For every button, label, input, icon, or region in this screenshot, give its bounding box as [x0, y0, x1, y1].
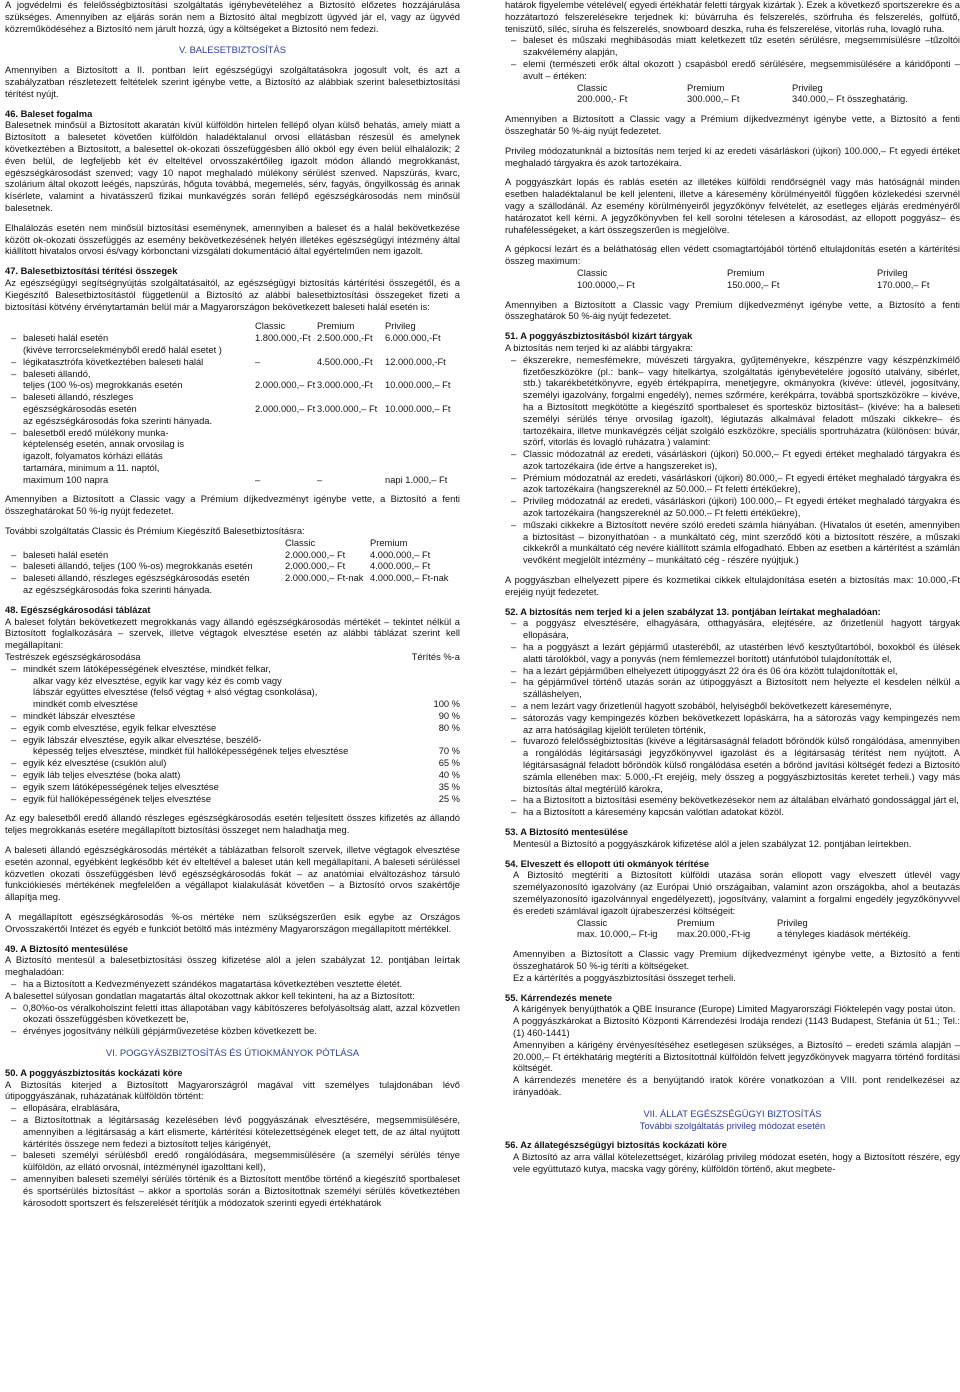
cell: 4.000.000,– Ft [370, 561, 431, 572]
point-51-list [505, 355, 960, 567]
row-label: – baleseti állandó, teljes (100 %-os) megrokkanás esetén [5, 561, 285, 573]
row-label: – baleseti halál esetén [5, 333, 255, 345]
cell: 2.000.000,– Ft-nak [285, 573, 364, 584]
table-row [577, 94, 908, 106]
row-label: (kivéve terrorcselekményből eredő halál esetet ) [23, 344, 222, 355]
table-row [5, 369, 460, 381]
point-55-heading: 55. Kárrendezés menete [505, 992, 613, 1003]
point-51-heading: 51. A poggyászbiztosításból kizárt tárgyak [505, 331, 693, 342]
cell [400, 735, 460, 747]
intro-paragraph: A jogvédelmi és felelősségbiztosítási szolgáltatás igénybevételéhez a Biztosító előzetes hozzájárulása szükséges. Amennyiben az eljárás során nem a Biztosító által megbízott ügyvéd jár el, vagy az ügyvéd közreműködéséhez a Biztosító nem járult hozzá, úgy a költségeket a Biztosító nem fedezi. [5, 0, 460, 34]
cell: 4.000.000,– Ft [370, 549, 431, 560]
cell: max. 10.000,– Ft-ig [577, 929, 658, 940]
cell: 340.000,– Ft összeghatárig. [792, 94, 908, 105]
row-label: – mindkét szem látóképességének elvesztése, mindkét felkar, [5, 664, 400, 676]
table-row [5, 439, 460, 451]
limit-1-after: Amennyiben a Biztosított a Classic vagy a Prémium díjkedvezményt igénybe vette, a Biztosító a fenti összeghatár 50 %-áig nyújt fedezetet. [505, 114, 960, 136]
cell [255, 416, 317, 428]
table-row [5, 463, 460, 475]
cell: 1.800.000,-Ft [255, 333, 311, 344]
table-row [5, 711, 460, 723]
cell: 4.500.000,-Ft [317, 356, 373, 367]
cell [385, 369, 460, 381]
table-row [5, 550, 460, 562]
table-row [5, 782, 460, 794]
cell [370, 585, 460, 597]
point-47-extra-title: További szolgáltatás Classic és Prémium Kiegészítő Balesetbiztosításra: [5, 526, 305, 537]
table-row [5, 735, 460, 747]
table-row [5, 585, 460, 597]
point-55-text2: A poggyászkárokat a Biztosító Központi Kárrendezési Irodája rendezi (1143 Budapest, Stefánia út 51.; Tel.: (1) 460-1441) [513, 1016, 960, 1038]
cell: napi 1.000,– Ft [385, 474, 448, 485]
limit-table-1 [577, 83, 908, 107]
row-label: – baleseti állandó, [5, 369, 255, 381]
point-53-heading: 53. A Biztosító mentesülése [505, 827, 628, 837]
point-50-list [5, 1103, 460, 1209]
cell: 100.0000,– Ft [577, 279, 635, 290]
section-v-text: Amennyiben a Biztosított a II. pontban leírt egészségügyi szolgáltatásokra jogosult volt, és azt a szabályzatban részletezett feltételek szerint igénybe vette, a Biztosító az alábbiak szerint balesetbiztosítási térítést nyújt. [5, 65, 460, 99]
limit-3-after2: Ez a kártérítés a poggyászbiztosítási összeget terheli. [513, 972, 736, 983]
row-label: – egyik szem látóképességének teljes elvesztése [5, 782, 400, 794]
table-row [5, 416, 460, 428]
point-49-text: A Biztosító mentesül a balesetbiztosítási összeg kifizetése alól a jelen szabályzat 12. pontjában leírtak meghaladóan: [5, 955, 460, 978]
limit-2-after: Amennyiben a Biztosított a Classic vagy Premium díjkedvezményt igénybe vette, a Biztosító a fenti összeghatárok 50 %-áig nyújt fedezetet. [505, 299, 960, 322]
cell [385, 392, 460, 404]
cell: a tényleges kiadások mértékéig. [777, 929, 911, 940]
col-premium: Premium [727, 267, 765, 278]
cell: 3.000.000,– Ft [317, 403, 378, 414]
list-item: – ha a poggyászt a lezárt gépjármű utasteréből, az utastérben lévő kesztyűtartóból, boxokból és ülések alatti tárolókból, vagy a ponyvás (nem fémlemezzel borított) utánfutóból tulajdonították el, [505, 642, 960, 666]
point-52-heading: 52. A biztosítás nem terjed ki a jelen szabályzat 13. pontjában leírtakat meghaladóan: [505, 606, 881, 617]
row-label: – mindkét lábszár elvesztése [5, 711, 400, 723]
col-percent: Térítés %-a [411, 652, 460, 663]
col-privileg: Privileg [777, 917, 808, 928]
cell [385, 451, 460, 463]
point-47-table [5, 321, 460, 486]
col-classic: Classic [255, 321, 286, 332]
point-56-heading: 56. Az állategészségügyi biztosítás kockázati köre [505, 1140, 727, 1151]
cell [317, 416, 385, 428]
table-row [5, 687, 460, 699]
list-item: – ha gépjárművel történő utazás során az útipoggyászt a Biztosított nem helyezte el kesdelen nélkül a szálláshelyen, [505, 677, 960, 701]
list-item: – ha a Biztosított a káresemény kapcsán valótlan adatokat közöl. [505, 807, 960, 819]
cell: – [255, 474, 261, 485]
col-privileg: Privileg [877, 267, 908, 278]
point-46-text2: Elhalálozás esetén nem minősül biztosítási eseménynek, amennyiben a baleset és a halál bekövetkezése között ok-okozati összefüggés az esemény bekövetkezésének helyén illetékes egészségügyi intézmény által kiállított hivatalos orvosi és/vagy kórbonctani vizsgálati dokumentáció által egyértelműen nem igazolt. [5, 222, 460, 257]
cell [400, 687, 460, 699]
cell [317, 392, 385, 404]
cell: – [255, 356, 261, 367]
list-item: – a poggyász elvesztésére, elhagyására, otthagyására, elejtésére, az őrizetlenül hagyott tárgyak ellopására, [505, 618, 960, 642]
list-item: – fuvarozó felelősségbiztosítás (kivéve a légitársaságnál feladott bőröndök külső rongálódása, amennyiben a rongálódás légitársasági jegyzőkönyvvel igazolást és a légitársaság térítést nem nyújtott. A légitársaságnál feladott bőröndök külső rongálódása esetén a bőrönd javítási költségét fedezi a Biztosító számla ellenében max: 5.000,-Ft erejéig, mely összeg a poggyászbiztosítás keretet terheli.) vagy más biztosítás által megtérülő károkra, [505, 736, 960, 795]
col-classic: Classic [577, 917, 608, 928]
point-50-heading: 50. A poggyászbiztosítás kockázati köre [5, 1067, 183, 1078]
cell: 65 % [438, 758, 460, 769]
table-row [5, 380, 460, 392]
table-row [5, 475, 460, 487]
row-label: képtelenség esetén, annak orvosilag is [23, 439, 185, 450]
limit-1-after2: Privileg módozatunknál a biztosítás nem terjed ki az eredeti vásárláskori (újkori) 100.000,– Ft egyedi értéket meghaladó tárgyakra és azok tartozékaira. [505, 145, 960, 168]
cell: 40 % [438, 770, 460, 781]
cell: 170.000,– Ft [877, 279, 930, 290]
cell: 2.500.000,-Ft [317, 333, 373, 344]
point-48-table [5, 652, 460, 805]
row-label: az egészségkárosodás foka szerinti hányada. [23, 415, 213, 426]
list-item: – 0,80%o-os véralkoholszint feletti ittas állapotában vagy kábítószeres befolyásoltság alatt, azzal közvetlen okozati összefüggésben következett be, [5, 1003, 460, 1027]
cell [385, 345, 460, 357]
cell [385, 428, 460, 440]
table-row [5, 746, 460, 758]
section-vi-title: VI. POGGYÁSZBIZTOSÍTÁS ÉS ÚTIOKMÁNYOK PÓTLÁSA [105, 1047, 360, 1058]
list-item: – ellopására, elrablására, [5, 1103, 460, 1115]
table-row [5, 333, 460, 345]
table-header-row [5, 652, 460, 664]
cell: 4.000.000,– Ft-nak [370, 573, 449, 584]
list-item: – Privileg módozatnál az eredeti, vásárláskori (újkori) 100.000,– Ft egyedi értéket meghaladó tárgyakra és azok tartozékaira (hangszereknél az 50.000.– Ft feletti értékűekre), [505, 496, 960, 520]
row-label: – egyik fül hallóképességének teljes elvesztése [5, 794, 400, 806]
row-label: – egyik comb elvesztése, egyik felkar elvesztése [5, 723, 400, 735]
row-label: tartamára, minimum a 11. naptól, [23, 462, 160, 473]
cell: 90 % [438, 711, 460, 722]
list-item: – műszaki cikkekre a Biztosított nevére szóló eredeti számla hiányában. (Hivatalos út esetén, amennyiben a biztosítást – bizonyíthatóan - a munkáltató cég, mint szerződő köti a biztosított részére, a műszaki cikkekről a munkáltató cég nevére kiállított számla elfogadható. Ebben az esetben a kártérítést a számlán vevőként megjelölt intézmény – munkáltató cég - részére nyújtjuk.) [505, 520, 960, 567]
list-item: – ha a Biztosított a Kedvezményezett szándékos magatartása következtében vesztette életét. [5, 979, 460, 991]
point-49-list2 [5, 1003, 460, 1038]
right-intro-list [505, 35, 960, 82]
table-row [5, 428, 460, 440]
row-label: – légikatasztrófa következtében baleseti halál [5, 357, 255, 369]
point-56-text: A Biztosító az arra vállal kötelezettséget, kizárólag privileg módozat esetén, hogy a Biztosított részére, egy vele együttutazó kutya, macska vagy görény, külföldön történő, akut megbete- [513, 1152, 960, 1174]
row-label: – balesetből eredő múlékony munka- [5, 428, 255, 440]
row-label: – baleseti állandó, részleges [5, 392, 255, 404]
row-label: – egyik lábszár elvesztése, egyik alkar elvesztése, beszélő- [5, 735, 400, 747]
point-54-text: A Biztosító megtéríti a Biztosított külföldi utazása során ellopott vagy elveszett útlevél vagy személyazonosító igazolvány (az Európai Unió országaiban, valamint azon országokba, ahol a beutazás személyazonosító igazolvánnyal engedélyezett), jogosítvány, valamint a forgalmi engedély jegyzőkönyvvel és eredeti számlával igazolt újrabeszerzési költségeit: [513, 870, 960, 916]
row-label: lábszár együttes elvesztése (felső végtag + alsó végtag csonkolása), [33, 687, 318, 698]
row-label: teljes (100 %-os) megrokkanás esetén [23, 380, 183, 391]
section-vii-subtitle: További szolgáltatás privileg módozat esetén [639, 1120, 826, 1131]
list-item: – amennyiben baleseti személyi sérülés történik és a Biztosított mentőbe történő a kiegészítő sportbaleset és sportsérülés biztosítást – akkor a sportolás során a Biztosítottnak személyi sérülés következtében károsodott sportszert és felszerelését térítjük a módozatok szerinti egyedi értékhatárok [5, 1174, 460, 1209]
row-label: – baleseti állandó, részleges egészségkárosodás esetén [5, 573, 285, 585]
col-classic: Classic [577, 82, 608, 93]
col-privileg: Privileg [792, 82, 823, 93]
col-premium: Premium [370, 537, 408, 548]
list-item: – a Biztosítottnak a légitársaság kezelésében lévő poggyászának elvesztésére, megsemmisülésére, amennyiben a légitársaság a kárt elismerte, kártérítési kötelezettségének eleget tett, de az által nyújtott kártérítés összege nem fedezi a biztosított teljes kárigényét, [5, 1115, 460, 1150]
point-48-text3: A baleseti állandó egészségkárosodás mértékét a táblázatban felsorolt szervek, illetve végtagok elvesztése esetén azonnal, egyébként legkésőbb két év elteltével a baleset után kell megállapítani. A baleseti sérüléssel közvetlen okozati összefüggésben lévő egészségkárosodás fokát – az anatómiai elváltozáshoz társuló funkciókiesés mértékének megfelelően a végállapot kialakulását követően – a Biztosító orvos szakértője állapítja meg. [5, 845, 460, 903]
cell: 300.000,– Ft [687, 94, 740, 105]
list-item: – Classic módozatnál az eredeti, vásárláskori (újkori) 50.000,– Ft egyedi értéket meghaladó tárgyakra és azok tartozékaira (ide értve a hangszereket is), [505, 449, 960, 473]
table-header-row [577, 918, 910, 930]
table-row [5, 664, 460, 676]
col-premium: Premium [677, 917, 715, 928]
table-header-row [5, 321, 460, 333]
cell [255, 392, 317, 404]
point-54-heading: 54. Elveszett és ellopott úti okmányok térítése [505, 858, 710, 869]
row-label: – baleseti halál esetén [5, 550, 285, 562]
cell: 2.000.000,– Ft [285, 561, 346, 572]
point-55-text4: A kárrendezés menetére és a benyújtandó iratok körére vonatkozóan a VIII. pont rendelkezései az irányadóak. [513, 1075, 960, 1097]
cell: 100 % [433, 699, 460, 710]
cell [255, 345, 317, 357]
cell [317, 463, 385, 475]
cell [317, 439, 385, 451]
col-body-part: Testrészek egészségkárosodása [5, 652, 141, 663]
cell: 10.000.000,– Ft [385, 403, 451, 414]
limit-3-after: Amennyiben a Biztosított a Classic vagy Premium díjkedvezményt igénybe vette, a Biztosító a fenti összeghatárok 50 %-ig téríti a költségeket. [513, 949, 960, 971]
table-row [5, 357, 460, 369]
cell [400, 676, 460, 688]
table-row [5, 561, 460, 573]
list-item: – ha a Biztosított a biztosítási esemény bekövetkezésekor nem az általában elvárható gondossággal járt el, [505, 795, 960, 807]
row-label: képesség teljes elvesztése, mindkét fül hallóképességének teljes elvesztése [33, 746, 349, 757]
cell [317, 451, 385, 463]
limit-table-3 [577, 918, 910, 942]
point-49-subtext: A balesettel súlyosan gondatlan magatartás által okozottnak akkor kell tekinteni, ha az a Biztosított: [5, 990, 415, 1001]
cell: max.20.000,-Ft-ig [677, 929, 751, 940]
car-theft-paragraph: A gépkocsi lezárt és a beláthatóság ellen védett csomagtartójából történő eltulajdonítás esetén a kártérítési összeg maximum: [505, 244, 960, 267]
row-label: – egyik kéz elvesztése (csuklón alul) [5, 758, 400, 770]
cell: 2.000.000,– Ft [255, 380, 316, 391]
table-row [577, 929, 910, 941]
list-item: – sátorozás vagy kempingezés közben bekövetkezett lopáskárra, ha a sátorozás vagy kempingezés nem az arra hatóságilag kijelölt területen történik, [505, 713, 960, 737]
cell [317, 428, 385, 440]
cell [317, 369, 385, 381]
point-48-text: A baleset folytán bekövetkezett megrokkanás vagy állandó egészségkárosodás mértékét – tekintet nélkül a Biztosított foglalkozására – szervek, illetve végtagok elvesztése esetén az alábbi táblázat szerint kell megállapítani: [5, 616, 460, 651]
table-row [5, 573, 460, 585]
table-row [5, 770, 460, 782]
cell: 35 % [438, 781, 460, 792]
table-row [5, 451, 460, 463]
cell: 2.000.000,– Ft [285, 549, 346, 560]
col-classic: Classic [285, 537, 316, 548]
point-46-text: Balesetnek minősül a Biztosított akaratán kívül külföldön hirtelen fellépő olyan külső behatás, amely miatt a Biztosított a balesetet követően külföldön haladéktalanul orvosi ellátásban részesül és amelynek következtében a Biztosított, a balesettel ok-okozati összefüggésben álló okból egy éven belül elhalálozik; 2 éven belül, de legfeljebb két év elteltével orvosszakértőileg igazolt módon állandó megrokkanást, egészségkárosodást szenved; vagy 10 napot meghaladó múlékony sérülést szenved. Napszúrás, kvarc, szolárium által okozott leégés, napszúrás, hőguta továbbá, megemelés, sérv, fagyás, öngyilkosság és annak kísérlete, valamint a hivatásszerű fizikai munkavégzés során fellépő egészségkárosodás nem minősül balesetnek. [5, 120, 460, 213]
table-row [5, 345, 460, 357]
list-item: – a nem lezárt vagy őrizetlenül hagyott szobából, helyiségből bekövetkezett káreseményre, [505, 701, 960, 713]
point-46-heading: 46. Baleset fogalma [5, 108, 93, 119]
col-premium: Premium [317, 321, 355, 332]
list-item: – ékszerekre, nemesfémekre, múvészeti tárgyakra, gyűjteményekre, készpénzre vagy készpénzkímélő fizetőeszközökre (pl.: bank– vagy hitelkártya, szolgáltatás igénybevételére jogosító utalvány, sibérlet, stb.) takarékbetétkönyvre, egyéb értékpapírra, menetjegyre, okmányokra (kivéve: útlevél, jogosítvány, személyi igazolvány, forgalmi engedély), nemes szőrmére, kerékpárra, továbbá sportszközökre – kivéve, ha a Biztosított megkötötte a kiegészítő sportbaleset és sportesköz biztosítást– (kivéve: ha a baleseti személyi sérülés ténye orvosilag igazolt), légiutazás alkalmával feladott műszaki cikkekre– és tartozékaira, illetve munkavégzés célját szolgáló eszközökre, speciális sportruházatra (különösen: búvár, szörf, vitorlás és lovagló ruházatra ) valamint: [505, 355, 960, 449]
cell: 10.000.000,– Ft [385, 380, 451, 391]
cell [385, 439, 460, 451]
theft-paragraph: A poggyászkárt lopás és rablás esetén az illetékes külföldi rendőrségnél vagy más hatóságnál minden esetben haladéktalanul be kell jelenteni, illetve a káresemény körülményeitől függően közlekedési szervnél vagy a szállodánál. Az esemény körülményeiről jegyzőkönyv felvételét, az esetleges eljárás eredményéről határozatot kell kérni. A jegyzőkönyvben fel kell sorolni tételesen a károsodást, az ellopott poggyász– és ruhafélességeket, a kárt összegszerűen is megjelölve. [505, 177, 960, 235]
cell: 70 % [438, 746, 460, 757]
cell [400, 664, 460, 676]
point-48-text2: Az egy balesetből eredő állandó részleges egészségkárosodás esetén teljesített összes kifizetés az állandó teljes megrokkanás esetére megállapított biztosítási összeget nem haladhatja meg. [5, 813, 460, 836]
table-row [577, 280, 929, 292]
table-row [5, 392, 460, 404]
row-label: – egyik láb teljes elvesztése (boka alatt) [5, 770, 400, 782]
right-column [505, 0, 960, 1184]
table-row [5, 676, 460, 688]
point-49-heading: 49. A Biztosító mentesülése [5, 943, 128, 954]
cell [255, 439, 317, 451]
cell [255, 369, 317, 381]
row-label: egészségkárosodás esetén [23, 403, 137, 414]
list-item: – Prémium módozatnál az eredeti, vásárláskori (újkori) 80.000,– Ft egyedi értéket meghaladó tárgyakra és azok tartozékaira (hangszereknél az 50.000.– Ft feletti értékűekre), [505, 473, 960, 497]
col-privileg: Privileg [385, 321, 416, 332]
table-row [5, 404, 460, 416]
list-item: – érvényes jogosítvány nélküli gépjárművezetése közben következett be. [5, 1026, 460, 1038]
point-53-text: Mentesül a Biztosító a poggyászkárok kifizetése alól a jelen szabályzat 12. pontjában leírtekben. [513, 838, 912, 849]
point-47-extra-table [5, 538, 460, 597]
table-row [5, 758, 460, 770]
cell [385, 463, 460, 475]
point-55-text: A kárigények benyújthatók a QBE Insurance (Europe) Limited Magyarországi Fióktelepén vagy postai úton. [513, 1004, 956, 1015]
cell: 80 % [438, 722, 460, 733]
row-label: az egészségkárosodás foka szerinti hányada. [23, 585, 213, 596]
table-row [5, 723, 460, 735]
col-classic: Classic [577, 267, 608, 278]
point-47-heading: 47. Balesetbiztosítási térítési összegek [5, 266, 178, 277]
point-47-after: Amennyiben a Biztosított a Classic vagy a Prémium díjkedvezményt igénybe vette, a Biztosító a fenti összeghatárokat 50 %-ig nyújt fedezetet. [5, 494, 460, 517]
row-label: alkar vagy kéz elvesztése, egyik kar vagy kéz és comb vagy [33, 675, 282, 686]
table-header-row [577, 268, 929, 280]
point-47-text: Az egészségügyi segítségnyújtás szolgáltatásaitól, az egészségügyi biztosítás kártérítési összegétől, és a Kiegészítő Balesetbiztosítástól függetlenül a Biztosító az alábbi balesetbiztosítási összegeket fizeti a biztosítási kötvény érvénytartamán belül már a Magyarországon bekövetkezett baleseti halál esetén is: [5, 277, 460, 312]
point-52-list [505, 618, 960, 819]
row-label: maximum 100 napra [23, 474, 109, 485]
section-vii-title: VII. ÁLLAT EGÉSZSÉGÜGYI BIZTOSÍTÁS [643, 1108, 822, 1119]
section-v-title: V. BALESETBIZTOSÍTÁS [179, 45, 286, 56]
point-51-after: A poggyászban elhelyezett pipere és kozmetikai cikkek eltulajdonítása esetén a biztosítás max: 10.000,-Ft erejéig nyújt fedezetet. [505, 575, 960, 597]
cell: 150.000,– Ft [727, 279, 780, 290]
cell [255, 451, 317, 463]
right-intro: határok figyelembe vételével( egyedi értékhatár feletti tárgyak kizártak ). Ezek a következő sportszerekre és a hozzátartozó felszerelésekre terjednek ki: búvárruha és felszerelés, szörfruha és felszerelés, golfütő, teniszütő, síléc, síruha és felszerelés, snowboard deszka, ruha és felszerelése, vitorlás ruha, lovagló ruha. [505, 0, 960, 34]
point-50-text: A Biztosítás kiterjed a Biztosított Magyarországról magával vitt személyes tulajdonában lévő útipoggyászának, ruházatának külföldön történt: [5, 1079, 460, 1102]
table-row [5, 699, 460, 711]
point-55-text3: Amennyiben a kárigény érvényesítéséhez esetlegesen szükséges, a Biztosító – eredeti számla alapján – 20.000,– Ft értékhatárig megtéríti a Biztosítottnál külföldön felvett jegyzőkönyvek magyarra történő fordítási költségét. [513, 1039, 960, 1074]
row-label: mindkét comb elvesztése [33, 699, 138, 710]
cell [317, 345, 385, 357]
point-48-text4: A megállapított egészségkárosodás %-os mértéke nem szükségszerűen esik egybe az Országos Orvosszakértői Intézet és egyéb e funkciót betöltő más intézmény Magyarországon megállapított mértékkel. [5, 911, 460, 934]
cell: 12.000.000,-Ft [385, 356, 446, 367]
table-header-row [5, 538, 460, 550]
list-item: – baleset és műszaki meghibásodás miatt keletkezett tűz esetén sérülésre, megsemmisülésre –tűzoltói szakvélemény alapján, [505, 35, 960, 59]
point-48-heading: 48. Egészségkárosodási táblázat [5, 604, 151, 615]
limit-table-2 [577, 268, 929, 292]
cell: 3.000.000,-Ft [317, 380, 373, 391]
table-row [5, 794, 460, 806]
cell: 25 % [438, 793, 460, 804]
point-49-list [5, 979, 460, 991]
cell: – [317, 474, 323, 485]
left-column [5, 0, 460, 1217]
cell [285, 585, 370, 597]
list-item: – baleseti személyi sérülésből eredő rongálódására, megsemmisülésére (a személyi sérülés ténye külföldön, az ellátó orvosnál, intézménynél igazolttani kell), [5, 1150, 460, 1174]
table-header-row [577, 83, 908, 95]
col-premium: Premium [687, 82, 725, 93]
cell: 200.000,- Ft [577, 94, 628, 105]
list-item: – ha a lezárt gépjárműben elhelyezett útipoggyászt 22 óra és 06 óra között tulajdonították el, [505, 666, 960, 678]
cell: 2.000.000,– Ft [255, 403, 316, 414]
cell: 6.000.000,-Ft [385, 333, 441, 344]
cell [255, 463, 317, 475]
point-51-text: A biztosítás nem terjed ki az alábbi tárgyakra: [505, 342, 694, 353]
row-label: igazolt, folyamatos kórházi ellátás [23, 451, 163, 462]
cell [255, 428, 317, 440]
cell [385, 416, 460, 428]
list-item: – elemi (természeti erők által okozott ) csapásból eredő sérülésére, megsemmisülésére a káridőponti – avult – értéken: [505, 59, 960, 83]
